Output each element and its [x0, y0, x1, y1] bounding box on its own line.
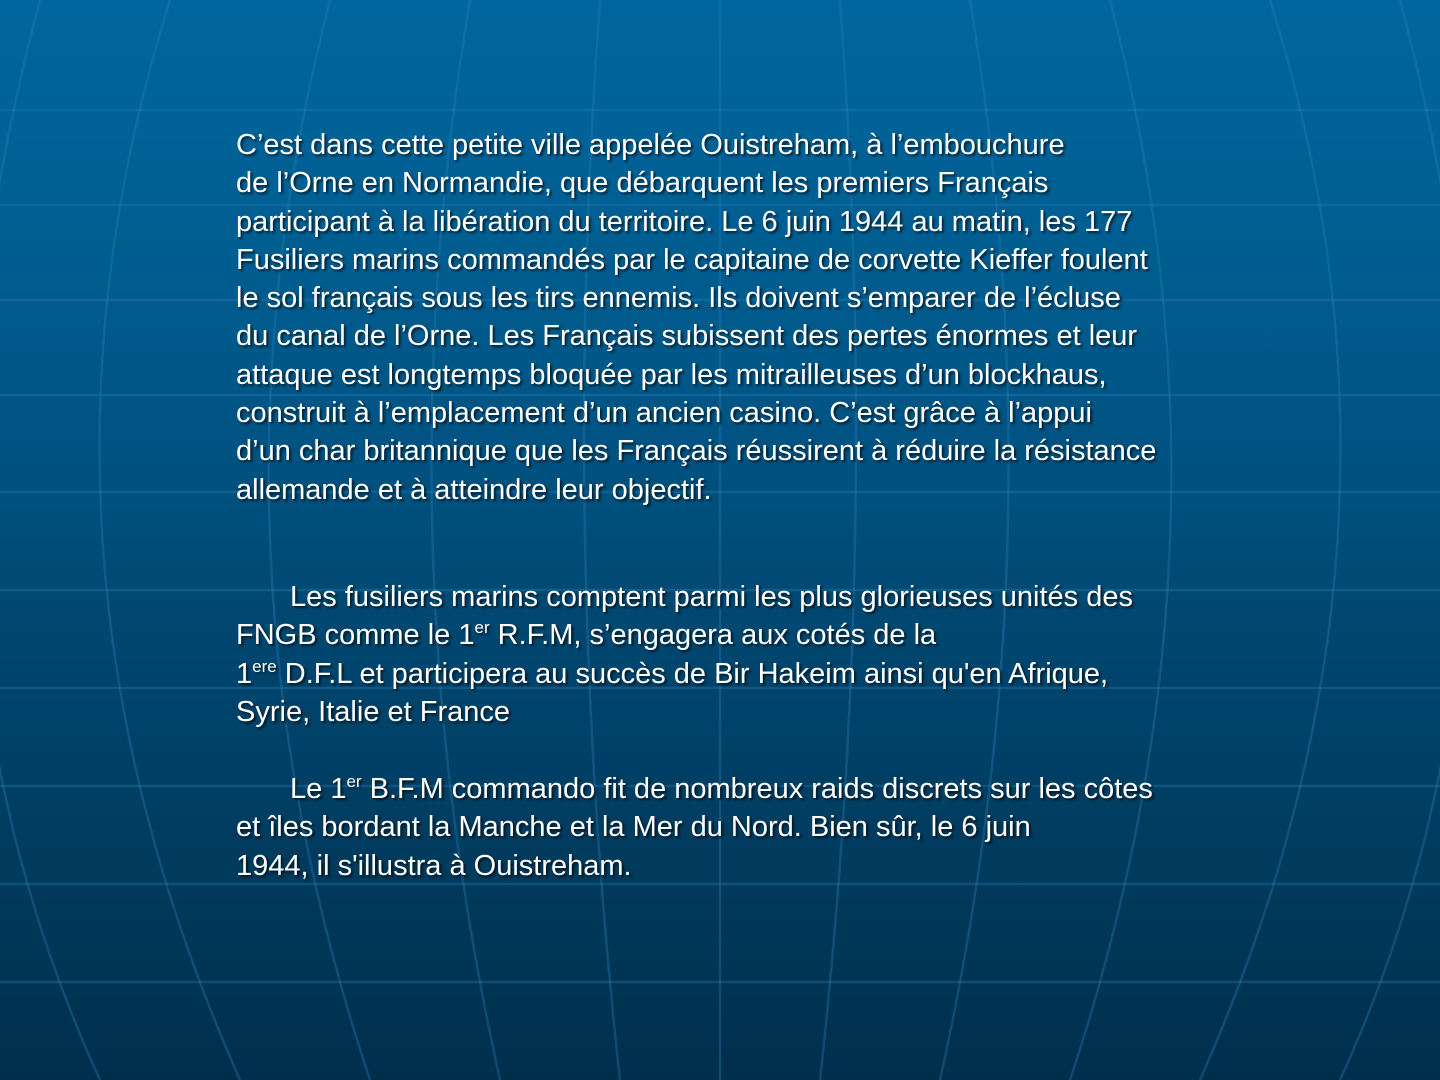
- text-line: Fusiliers marins commandés par le capitaine de corvette Kieffer foulent: [236, 243, 1148, 276]
- text-segment: 1: [236, 657, 253, 690]
- text-segment: Le 1: [290, 773, 347, 806]
- paragraph-fusiliers-marins: [236, 578, 1296, 731]
- superscript: er: [346, 772, 362, 792]
- paragraph-spacer: [236, 509, 1296, 578]
- text-line: [236, 655, 1296, 693]
- text-line: le sol français sous les tirs ennemis. Ils doivent s’emparer de l’écluse: [236, 282, 1121, 315]
- text-line: d’un char britannique que les Français réussirent à réduire la résistance: [236, 435, 1157, 468]
- text-line: C’est dans cette petite ville appelée Ouistreham, à l’embouchure: [236, 129, 1065, 161]
- slide-text-body: [236, 126, 1296, 885]
- text-segment: FNGB comme le 1: [236, 619, 475, 652]
- text-line: du canal de l’Orne. Les Français subissent des pertes énormes et leur: [236, 320, 1138, 353]
- text-line: 1944, il s'illustra à Ouistreham.: [236, 849, 632, 882]
- text-line: et îles bordant la Manche et la Mer du Nord. Bien sûr, le 6 juin: [236, 811, 1031, 844]
- text-line: de l’Orne en Normandie, que débarquent les premiers Français: [236, 167, 1049, 200]
- text-line: attaque est longtemps bloquée par les mitrailleuses d’un blockhaus,: [236, 358, 1107, 391]
- text-line: Syrie, Italie et France: [236, 695, 510, 728]
- superscript: er: [474, 618, 490, 638]
- text-line: [236, 616, 1296, 654]
- text-segment: R.F.M, s’engagera aux cotés de la: [489, 619, 937, 652]
- text-line: [236, 770, 1296, 808]
- text-segment: D.F.L et participera au succès de Bir Hakeim ainsi qu'en Afrique,: [276, 657, 1109, 690]
- paragraph-spacer: [236, 731, 1296, 770]
- text-line: allemande et à atteindre leur objectif.: [236, 473, 712, 506]
- text-segment: Les fusiliers marins comptent parmi les plus glorieuses unités des: [290, 580, 1133, 613]
- text-line: construit à l’emplacement d’un ancien casino. C’est grâce à l’appui: [236, 397, 1092, 430]
- text-segment: B.F.M commando fit de nombreux raids discrets sur les côtes: [361, 773, 1153, 806]
- paragraph-bfm-commando: [236, 770, 1296, 885]
- superscript: ere: [252, 656, 277, 676]
- text-line: participant à la libération du territoire. Le 6 juin 1944 au matin, les 177: [236, 205, 1133, 238]
- paragraph-ouistreham: [236, 126, 1296, 509]
- text-line: [236, 578, 1296, 616]
